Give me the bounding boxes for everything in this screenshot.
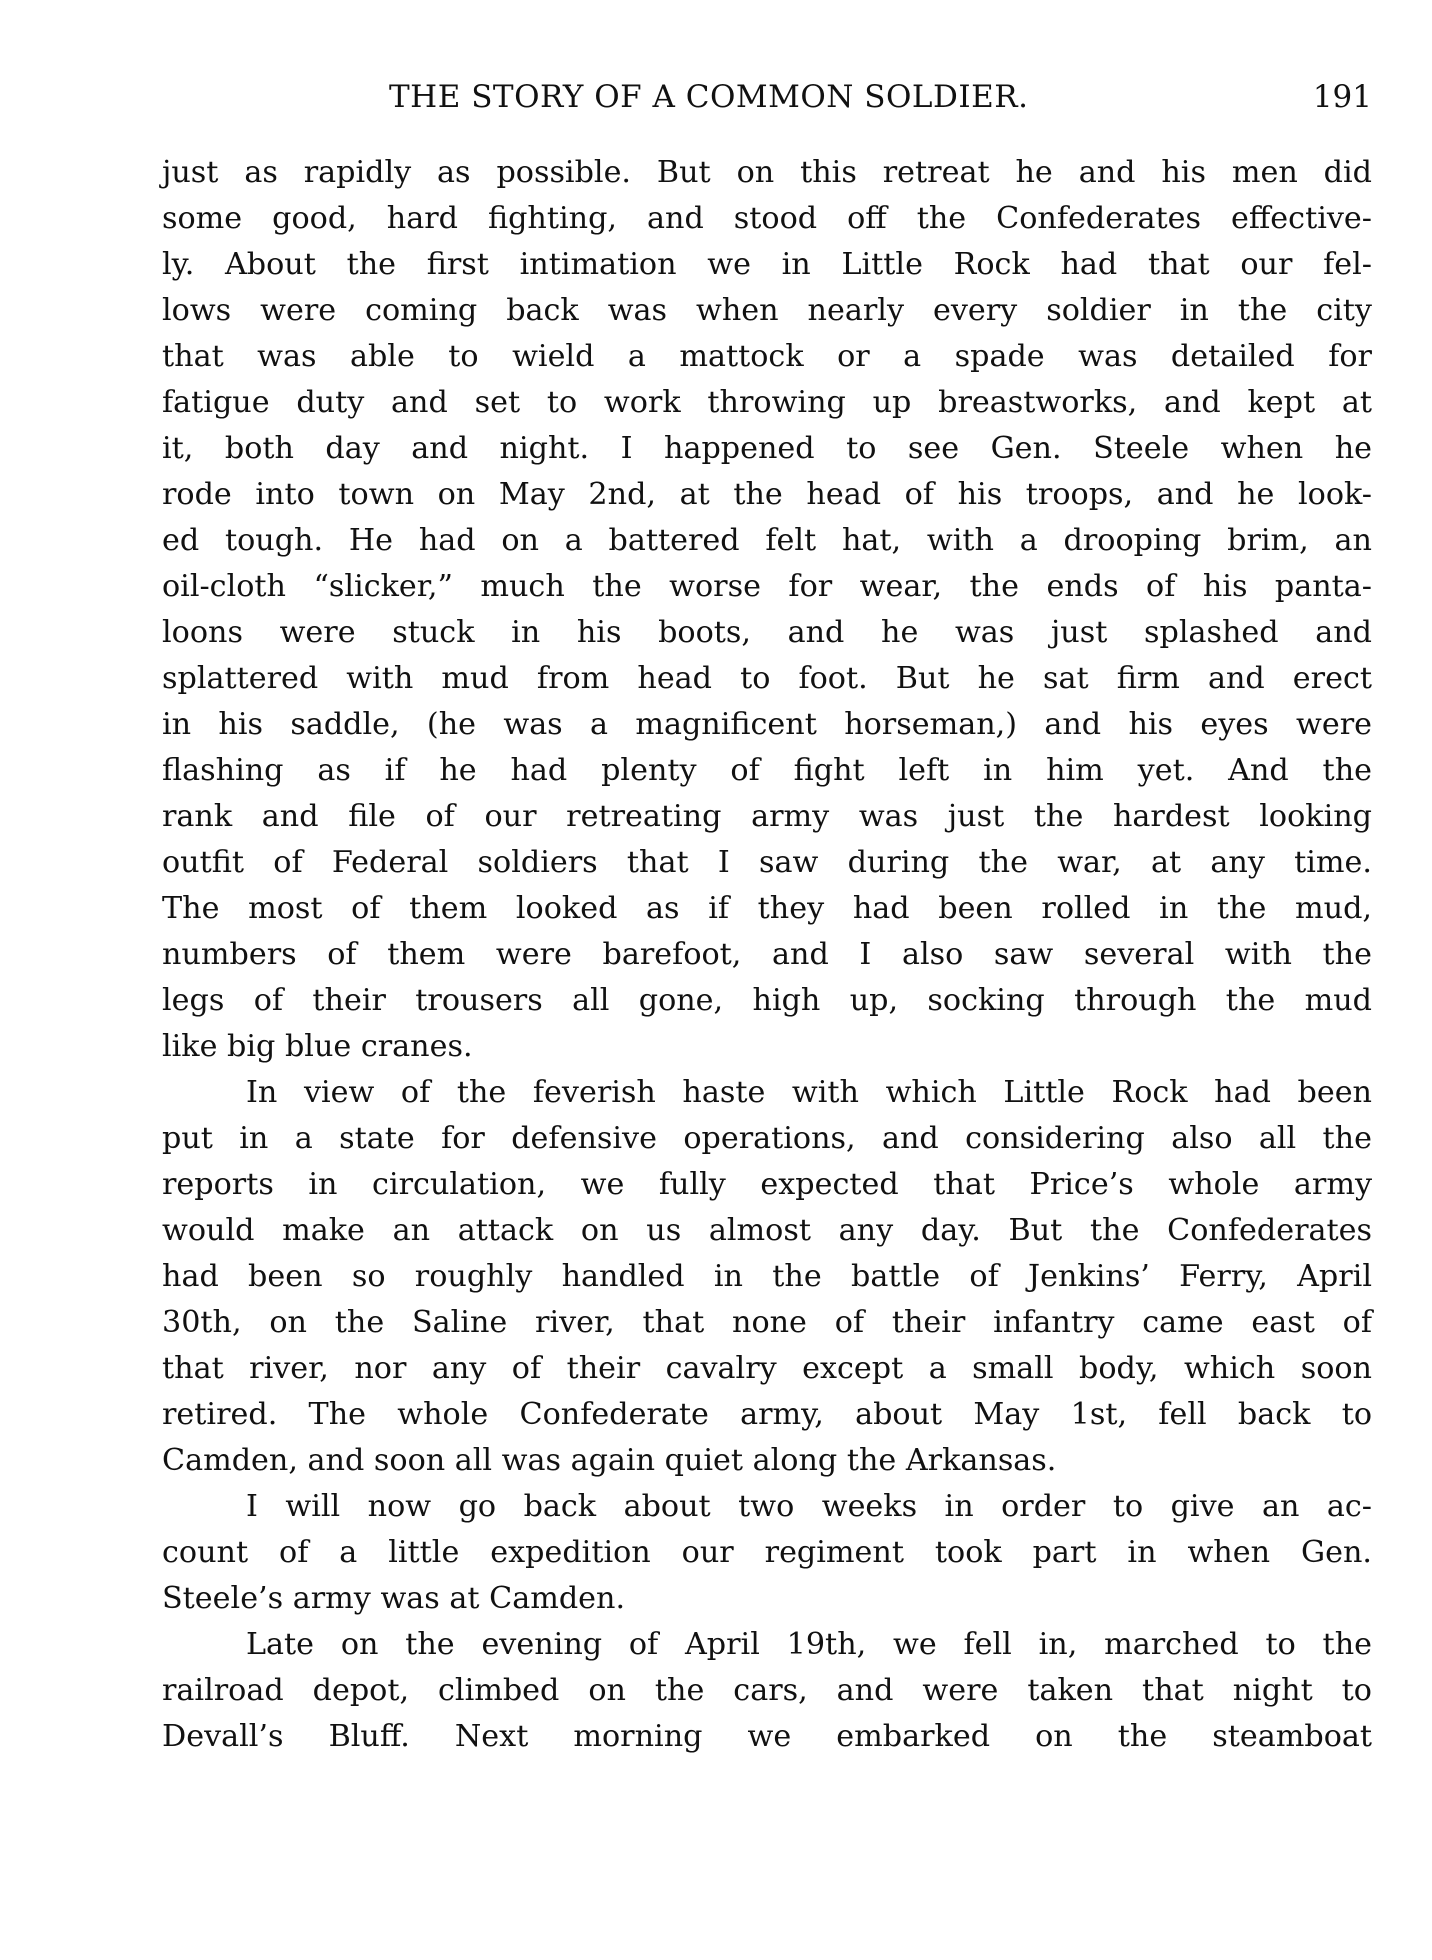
text-line: legs of their trousers all gone, high up, socking through the mud [162, 983, 1372, 1018]
text-line: rode into town on May 2nd, at the head of his troops, and he look- [162, 477, 1372, 512]
text-line: in his saddle, (he was a magnificent horseman,) and his eyes were [162, 707, 1372, 742]
text-line: it, both day and night. I happened to see Gen. Steele when he [162, 431, 1372, 466]
text-line: Camden, and soon all was again quiet along the Arkansas. [162, 1443, 1057, 1478]
text-line: loons were stuck in his boots, and he was just splashed and [162, 615, 1372, 650]
text-line: put in a state for defensive operations, and considering also all the [162, 1121, 1372, 1156]
text-line: The most of them looked as if they had been rolled in the mud, [162, 891, 1372, 926]
text-line: that was able to wield a mattock or a spade was detailed for [162, 339, 1372, 374]
text-line: In view of the feverish haste with which Little Rock had been [246, 1075, 1372, 1110]
text-line: like big blue cranes. [162, 1029, 473, 1064]
text-line: ed tough. He had on a battered felt hat, with a drooping brim, an [162, 523, 1372, 558]
text-line: splattered with mud from head to foot. But he sat firm and erect [162, 661, 1372, 696]
running-title: THE STORY OF A COMMON SOLDIER. [389, 79, 1029, 115]
running-head [162, 72, 1372, 122]
paragraph [162, 1484, 1372, 1622]
paragraph [162, 1622, 1372, 1760]
text-line: outfit of Federal soldiers that I saw during the war, at any time. [162, 845, 1372, 880]
text-line: Late on the evening of April 19th, we fell in, marched to the [246, 1627, 1372, 1662]
text-line: just as rapidly as possible. But on this retreat he and his men did [162, 155, 1372, 190]
text-line: ly. About the first intimation we in Little Rock had that our fel- [162, 247, 1372, 282]
text-line: Devall’s Bluff. Next morning we embarked on the steamboat [162, 1719, 1372, 1754]
paragraph [162, 150, 1372, 1070]
text-line: count of a little expedition our regiment took part in when Gen. [162, 1535, 1372, 1570]
text-line: flashing as if he had plenty of fight left in him yet. And the [162, 753, 1372, 788]
text-line: lows were coming back was when nearly every soldier in the city [162, 293, 1372, 328]
text-line: oil-cloth “slicker,” much the worse for wear, the ends of his panta- [162, 569, 1372, 604]
text-line: I will now go back about two weeks in order to give an ac- [246, 1489, 1372, 1524]
page-number: 191 [1312, 79, 1372, 115]
text-line: reports in circulation, we fully expected that Price’s whole army [162, 1167, 1372, 1202]
text-line: would make an attack on us almost any day. But the Confederates [162, 1213, 1372, 1248]
text-line: retired. The whole Confederate army, about May 1st, fell back to [162, 1397, 1372, 1432]
text-line: had been so roughly handled in the battle of Jenkins’ Ferry, April [162, 1259, 1372, 1294]
text-line: rank and file of our retreating army was just the hardest looking [162, 799, 1372, 834]
text-line: Steele’s army was at Camden. [162, 1581, 626, 1616]
body-text [162, 150, 1372, 1760]
text-line: numbers of them were barefoot, and I also saw several with the [162, 937, 1372, 972]
text-line: that river, nor any of their cavalry except a small body, which soon [162, 1351, 1372, 1386]
text-line: railroad depot, climbed on the cars, and were taken that night to [162, 1673, 1372, 1708]
paragraph [162, 1070, 1372, 1484]
text-line: some good, hard fighting, and stood off the Confederates effective- [162, 201, 1372, 236]
text-line: 30th, on the Saline river, that none of their infantry came east of [162, 1305, 1372, 1340]
text-line: fatigue duty and set to work throwing up breastworks, and kept at [162, 385, 1372, 420]
